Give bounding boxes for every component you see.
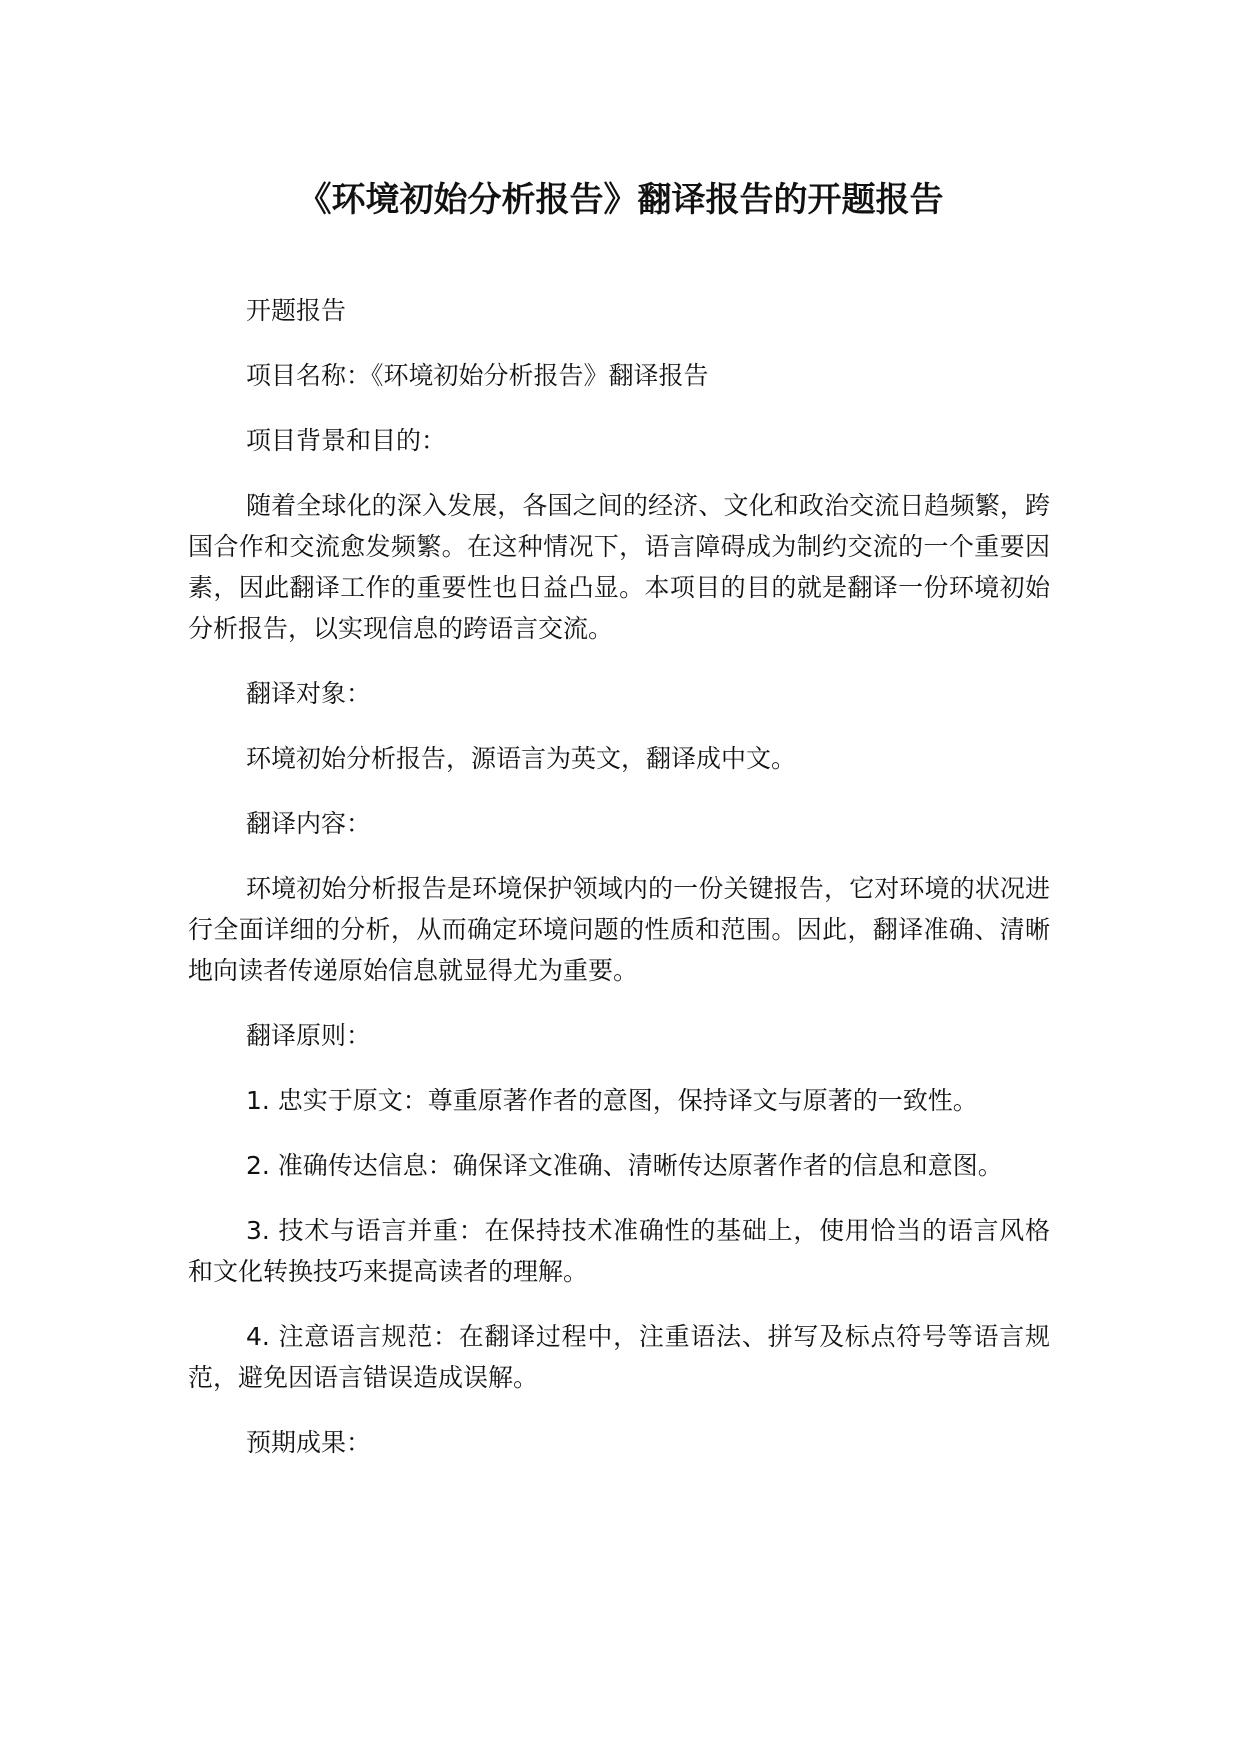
document-title: 《环境初始分析报告》翻译报告的开题报告 [297, 180, 944, 220]
paragraph-content-heading: 翻译内容： [246, 809, 372, 838]
paragraph-object-heading: 翻译对象： [246, 679, 372, 708]
paragraph-principles-heading: 翻译原则： [246, 1021, 372, 1050]
paragraph-project-name: 项目名称：《环境初始分析报告》翻译报告 [246, 361, 709, 390]
paragraph-expected-results-heading: 预期成果： [246, 1428, 372, 1457]
paragraph-principle-2: 2. 准确传达信息：确保译文准确、清晰传达原著作者的信息和意图。 [246, 1151, 1003, 1180]
document-body [188, 290, 1050, 1487]
paragraph-principle-4: 4. 注意语言规范：在翻译过程中，注重语法、拼写及标点符号等语言规范，避免因语言错误造成误解。 [188, 1322, 1050, 1392]
paragraph-background-heading: 项目背景和目的： [246, 426, 447, 455]
paragraph-heading-proposal: 开题报告 [246, 296, 347, 325]
paragraph-background-text: 随着全球化的深入发展，各国之间的经济、文化和政治交流日趋频繁，跨国合作和交流愈发频繁。在这种情况下，语言障碍成为制约交流的一个重要因素，因此翻译工作的重要性也日益凸显。本项目的目的就是翻译一份环境初始分析报告，以实现信息的跨语言交流。 [188, 491, 1050, 643]
paragraph-content-text: 环境初始分析报告是环境保护领域内的一份关键报告，它对环境的状况进行全面详细的分析，从而确定环境问题的性质和范围。因此，翻译准确、清晰地向读者传递原始信息就显得尤为重要。 [188, 874, 1050, 985]
paragraph-principle-3: 3. 技术与语言并重：在保持技术准确性的基础上，使用恰当的语言风格和文化转换技巧来提高读者的理解。 [188, 1216, 1050, 1286]
paragraph-principle-1: 1. 忠实于原文：尊重原著作者的意图，保持译文与原著的一致性。 [246, 1086, 978, 1115]
paragraph-object-text: 环境初始分析报告，源语言为英文，翻译成中文。 [246, 744, 797, 773]
